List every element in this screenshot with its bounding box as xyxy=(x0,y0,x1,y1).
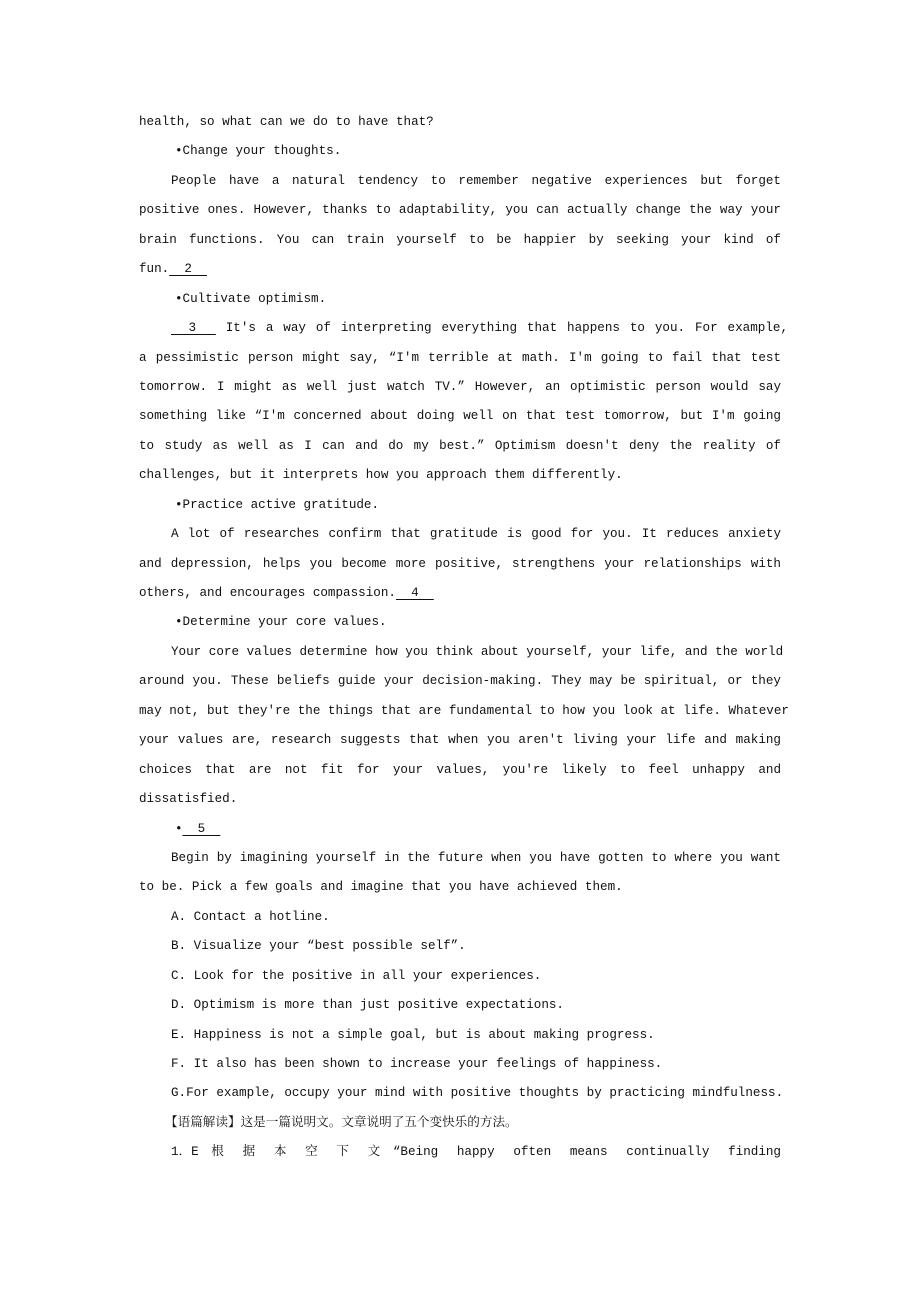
text-segment: A. Contact a hotline. xyxy=(171,909,330,924)
text-segment: something like “I'm concerned about doing well on that test tomorrow, but I'm going xyxy=(139,409,781,424)
text-line xyxy=(139,375,781,404)
text-line xyxy=(139,669,781,698)
text-line xyxy=(139,493,781,522)
text-segment: tomorrow. I might as well just watch TV.” However, an optimistic person would say xyxy=(139,379,781,394)
text-segment: •Change your thoughts. xyxy=(175,144,342,159)
text-line xyxy=(139,964,781,993)
text-segment: fun. xyxy=(139,262,170,277)
text-line xyxy=(139,110,781,139)
text-segment: •Practice active gratitude. xyxy=(175,497,380,512)
text-segment: Begin by imagining yourself in the future when you have gotten to where you want xyxy=(171,850,781,865)
text-segment: health, so what can we do to have that? xyxy=(139,115,434,129)
text-segment: dissatisfied. xyxy=(139,792,238,807)
text-segment: and depression, helps you become more positive, strengthens your relationships with xyxy=(139,556,781,571)
text-segment: brain functions. You can train yourself to be happier by seeking your kind of xyxy=(139,232,781,247)
text-line xyxy=(139,934,781,963)
text-line xyxy=(139,228,781,257)
text-segment: choices that are not fit for your values, you're likely to feel unhappy and xyxy=(139,762,781,777)
text-line xyxy=(139,758,781,787)
text-line xyxy=(139,787,781,816)
text-segment: A lot of researches confirm that gratitude is good for you. It reduces anxiety xyxy=(171,527,781,542)
answer-blank: 2 xyxy=(169,262,208,277)
text-line xyxy=(139,552,781,581)
text-segment: 1．E 根 据 本 空 下 文 “Being happy often means continually finding xyxy=(171,1145,781,1160)
text-segment: positive ones. However, thanks to adaptability, you can actually change the way your xyxy=(139,203,781,218)
text-segment: C. Look for the positive in all your experiences. xyxy=(171,968,542,983)
text-line xyxy=(139,1023,781,1052)
text-segment: E. Happiness is not a simple goal, but is about making progress. xyxy=(171,1027,655,1042)
text-line xyxy=(139,434,781,463)
text-line xyxy=(139,993,781,1022)
text-line xyxy=(139,1111,781,1140)
text-line xyxy=(139,846,781,875)
text-line xyxy=(139,346,781,375)
text-line xyxy=(139,463,781,492)
text-line xyxy=(139,316,789,345)
text-segment: a pessimistic person might say, “I'm terrible at math. I'm going to fail that test xyxy=(139,350,781,365)
answer-blank: 3 xyxy=(171,321,216,336)
text-segment: D. Optimism is more than just positive expectations. xyxy=(171,998,564,1013)
text-line xyxy=(139,699,789,728)
text-segment: challenges, but it interprets how you approach them differently. xyxy=(139,468,623,483)
text-segment: •Determine your core values. xyxy=(175,615,387,630)
text-line xyxy=(139,287,781,316)
text-line xyxy=(139,1081,861,1110)
text-line xyxy=(139,169,781,198)
text-segment: others, and encourages compassion. xyxy=(139,586,396,600)
text-segment: Your core values determine how you think about yourself, your life, and the world xyxy=(171,644,784,659)
text-line xyxy=(139,522,781,551)
text-segment: G.For example, occupy your mind with positive thoughts by practicing mindfulness. xyxy=(171,1086,784,1101)
text-line xyxy=(139,905,781,934)
text-segment: around you. These beliefs guide your decision-making. They may be spiritual, or they xyxy=(139,674,781,689)
text-segment: It's a way of interpreting everything that happens to you. For example, xyxy=(215,321,789,336)
text-line xyxy=(139,728,781,757)
text-line xyxy=(139,404,781,433)
text-segment: to be. Pick a few goals and imagine that you have achieved them. xyxy=(139,880,623,895)
text-segment: to study as well as I can and do my best.” Optimism doesn't deny the reality of xyxy=(139,438,781,453)
text-segment: People have a natural tendency to remember negative experiences but forget xyxy=(171,173,781,188)
text-segment: • xyxy=(175,821,183,836)
text-segment: B. Visualize your “best possible self”. xyxy=(171,939,466,954)
text-line xyxy=(139,1140,781,1169)
text-segment: 【语篇解读】这是一篇说明文。文章说明了五个变快乐的方法。 xyxy=(165,1115,518,1130)
text-line xyxy=(139,817,781,846)
answer-blank: 5 xyxy=(182,821,221,836)
text-line xyxy=(139,198,781,227)
text-line xyxy=(139,1052,781,1081)
document-page xyxy=(139,110,789,1170)
text-segment: may not, but they're the things that are fundamental to how you look at life. Whatever xyxy=(139,703,789,718)
answer-blank: 4 xyxy=(395,586,434,600)
text-line xyxy=(139,875,781,904)
text-line xyxy=(139,610,781,639)
text-segment: •Cultivate optimism. xyxy=(175,291,327,306)
text-line xyxy=(139,139,781,168)
text-line xyxy=(139,257,781,286)
text-line xyxy=(139,640,784,669)
text-segment: your values are, research suggests that when you aren't living your life and making xyxy=(139,733,781,748)
text-line xyxy=(139,581,781,610)
text-segment: F. It also has been shown to increase your feelings of happiness. xyxy=(171,1057,663,1071)
